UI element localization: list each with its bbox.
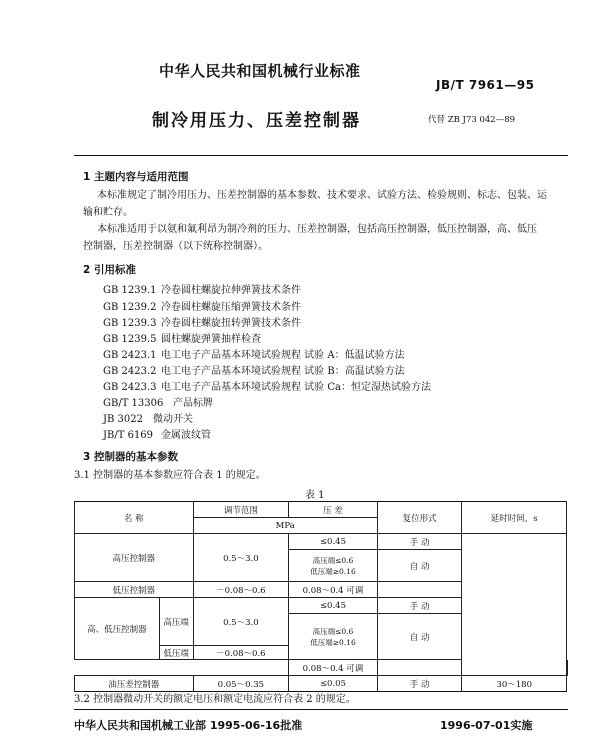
row-high-reset-auto: 自 动 bbox=[377, 550, 462, 582]
row-oil-range: 0.05～0.35 bbox=[193, 676, 289, 692]
section-1-para-2-line-1: 本标准适用于以氨和氟利昂为制冷剂的压力、压差控制器，包括高压控制器，低压控制器，高、低压 bbox=[97, 224, 537, 235]
row-high-range: 0.5～3.0 bbox=[193, 534, 289, 582]
reference-title: 金属波纹管 bbox=[161, 430, 211, 441]
row-hl-low-diff: 0.08～0.4 可调 bbox=[289, 660, 378, 676]
row-oil-diff: ≤0.05 bbox=[289, 676, 378, 692]
row-hl-diff-auto bbox=[289, 614, 378, 660]
row-high-diff-manual: ≤0.45 bbox=[289, 534, 378, 550]
diff-low-end: 低压端≥0.16 bbox=[310, 637, 356, 647]
standard-code: JB/T 7961—95 bbox=[436, 78, 535, 92]
reference-item bbox=[103, 410, 193, 425]
reference-item bbox=[103, 314, 301, 329]
reference-title: 圆柱螺旋弹簧抽样检查 bbox=[161, 334, 261, 345]
reference-item bbox=[103, 378, 431, 393]
row-oil-name: 油压差控制器 bbox=[75, 676, 194, 692]
reference-code: JB 3022 bbox=[103, 414, 143, 425]
reference-code: GB 1239.1 bbox=[103, 285, 157, 296]
issuing-org-title: 中华人民共和国机械行业标准 bbox=[159, 62, 361, 80]
header-reset: 复位形式 bbox=[377, 502, 462, 534]
row-hl-high-end: 高压端 bbox=[159, 598, 193, 646]
row-hl-low-range: －0.08～0.6 bbox=[193, 646, 289, 660]
header-divider bbox=[74, 155, 568, 156]
reference-item bbox=[103, 346, 405, 361]
footer-divider bbox=[74, 709, 568, 710]
reference-item bbox=[103, 426, 211, 441]
section-2-heading: 2 引用标准 bbox=[83, 264, 136, 276]
row-high-name: 高压控制器 bbox=[75, 534, 194, 582]
delay-empty-2 bbox=[567, 660, 568, 676]
header-name: 名 称 bbox=[75, 502, 194, 534]
reference-title: 电工电子产品基本环境试验规程 试验 A：低温试验方法 bbox=[161, 350, 405, 361]
reference-title: 冷卷圆柱螺旋压缩弹簧技术条件 bbox=[161, 302, 301, 313]
reference-item bbox=[103, 298, 301, 313]
row-hl-low-reset bbox=[377, 660, 462, 676]
section-1-para-2-line-2: 控制器，压差控制器（以下统称控制器）。 bbox=[83, 241, 268, 252]
row-hl-high-range: 0.5～3.0 bbox=[193, 598, 289, 646]
table-1 bbox=[74, 501, 568, 692]
document-title: 制冷用压力、压差控制器 bbox=[152, 111, 361, 131]
table-1-caption: 表 1 bbox=[305, 490, 325, 501]
replaces-note: 代替 ZB J73 042—89 bbox=[428, 115, 516, 125]
header-diff: 压 差 bbox=[289, 502, 378, 518]
diff-high-end: 高压端≤0.6 bbox=[312, 555, 354, 565]
section-1-para-1-line-2: 输和贮存。 bbox=[83, 207, 133, 218]
row-hl-reset-manual: 手 动 bbox=[377, 598, 462, 614]
diff-high-end: 高压端≤0.6 bbox=[312, 626, 354, 636]
section-3-heading: 3 控制器的基本参数 bbox=[83, 451, 178, 463]
reference-code: GB 2423.2 bbox=[103, 366, 157, 377]
row-hl-reset-auto: 自 动 bbox=[377, 614, 462, 660]
reference-title: 冷卷圆柱螺旋拉伸弹簧技术条件 bbox=[161, 285, 301, 296]
row-low-range: －0.08～0.6 bbox=[193, 582, 289, 598]
reference-code: GB 1239.5 bbox=[103, 334, 157, 345]
reference-code: JB/T 6169 bbox=[103, 430, 154, 441]
row-low-reset bbox=[377, 582, 462, 598]
row-hl-low-end: 低压端 bbox=[159, 646, 193, 660]
delay-empty bbox=[462, 534, 567, 676]
row-low-name: 低压控制器 bbox=[75, 582, 194, 598]
reference-code: GB 2423.1 bbox=[103, 350, 157, 361]
reference-title: 冷卷圆柱螺旋扭转弹簧技术条件 bbox=[161, 318, 301, 329]
row-high-reset-manual: 手 动 bbox=[377, 534, 462, 550]
row-oil-delay: 30～180 bbox=[462, 676, 567, 692]
reference-title: 电工电子产品基本环境试验规程 试验 B：高温试验方法 bbox=[161, 366, 405, 377]
header-delay: 延时时间，s bbox=[462, 502, 567, 534]
reference-code: GB 2423.3 bbox=[103, 382, 157, 393]
reference-code: GB 1239.2 bbox=[103, 302, 157, 313]
reference-item bbox=[103, 281, 301, 296]
header-unit: MPa bbox=[193, 518, 377, 534]
header-range: 调节范围 bbox=[193, 502, 289, 518]
row-high-diff-auto bbox=[289, 550, 378, 582]
clause-3-2: 3.2 控制器微动开关的额定电压和额定电流应符合表 2 的规定。 bbox=[74, 694, 356, 705]
approval-line: 中华人民共和国机械工业部 1995-06-16批准 bbox=[74, 719, 303, 732]
reference-code: GB/T 13306 bbox=[103, 398, 164, 409]
row-low-diff: 0.08～0.4 可调 bbox=[289, 582, 378, 598]
reference-item bbox=[103, 394, 213, 409]
reference-item bbox=[103, 330, 261, 345]
reference-title: 产品标牌 bbox=[173, 398, 213, 409]
effective-date: 1996-07-01实施 bbox=[440, 719, 533, 732]
reference-title: 电工电子产品基本环境试验规程 试验 Ca：恒定湿热试验方法 bbox=[161, 382, 431, 393]
diff-low-end: 低压端≥0.16 bbox=[310, 566, 356, 576]
reference-item bbox=[103, 362, 405, 377]
row-oil-reset: 手 动 bbox=[377, 676, 462, 692]
section-1-heading: 1 主题内容与适用范围 bbox=[83, 171, 189, 183]
row-hl-name: 高、低压控制器 bbox=[75, 598, 160, 660]
section-1-para-1-line-1: 本标准规定了制冷用压力、压差控制器的基本参数、技术要求、试验方法、检验规则、标志、包装、运 bbox=[97, 190, 547, 201]
reference-title: 微动开关 bbox=[153, 414, 193, 425]
reference-code: GB 1239.3 bbox=[103, 318, 157, 329]
row-hl-diff-manual: ≤0.45 bbox=[289, 598, 378, 614]
clause-3-1: 3.1 控制器的基本参数应符合表 1 的规定。 bbox=[74, 470, 266, 481]
